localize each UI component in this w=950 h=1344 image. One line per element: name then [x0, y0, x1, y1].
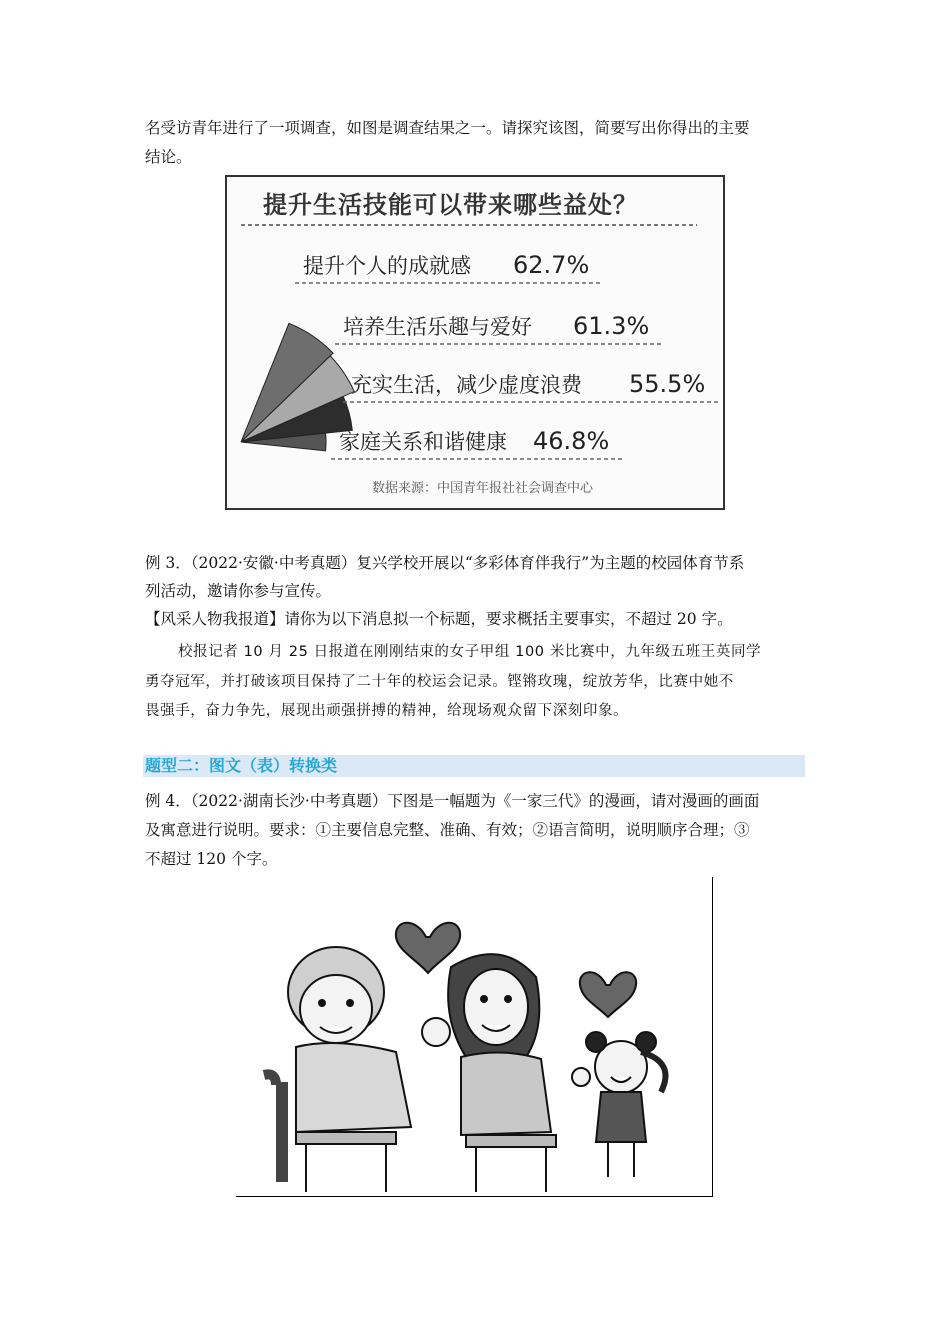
- heart-icon: [396, 923, 460, 973]
- value-label: 46.8%: [533, 427, 610, 455]
- section-title: 题型二：图文（表）转换类: [145, 756, 338, 775]
- heart-icon: [580, 972, 636, 1017]
- image-border-right: [712, 877, 713, 1197]
- grandmother-figure: [264, 947, 411, 1192]
- news-line-1: 校报记者 10 月 25 日报道在刚刚结束的女子甲组 100 米比赛中，九年级五班王英同学: [178, 644, 762, 660]
- category-label: 培养生活乐趣与爱好: [343, 315, 532, 339]
- chart-svg: [227, 177, 723, 508]
- mother-figure: [422, 954, 556, 1192]
- example4-line-1: 例 4．（2022·湖南长沙·中考真题）下图是一幅题为《一家三代》的漫画，请对漫画的画面: [145, 792, 760, 810]
- section-header: [143, 755, 805, 777]
- example4-line-2: 及寓意进行说明。要求：①主要信息完整、准确、有效；②语言简明，说明顺序合理；③: [145, 821, 750, 839]
- news-line-2: 勇夺冠军，并打破该项目保持了二十年的校运会记录。铿锵玫瑰，绽放芳华，比赛中她不: [145, 674, 734, 690]
- example4-line-3: 不超过 120 个字。: [145, 850, 278, 868]
- intro-line-1: 名受访青年进行了一项调查，如图是调查结果之一。请探究该图，简要写出你得出的主要: [145, 119, 750, 137]
- chart-source: 数据来源：中国青年报社社会调查中心: [372, 481, 594, 496]
- example3-line-3: 【风采人物我报道】请你为以下消息拟一个标题，要求概括主要事实，不超过 20 字。: [145, 610, 733, 628]
- example3-line-1: 例 3．（2022·安徽·中考真题）复兴学校开展以“多彩体育伴我行”为主题的校园体育节系: [145, 554, 745, 572]
- family-cartoon-image: [236, 877, 714, 1197]
- cartoon-svg: [236, 877, 714, 1197]
- value-label: 62.7%: [513, 251, 590, 279]
- image-border-bottom: [236, 1196, 713, 1197]
- news-line-3: 畏强手，奋力争先，展现出顽强拼搏的精神，给现场观众留下深刻印象。: [145, 703, 629, 719]
- intro-line-2: 结论。: [145, 148, 192, 166]
- category-label: 充实生活，减少虚度浪费: [351, 373, 582, 397]
- category-label: 家庭关系和谐健康: [339, 430, 507, 454]
- value-label: 55.5%: [629, 370, 706, 398]
- chart-title: 提升生活技能可以带来哪些益处？: [263, 191, 638, 219]
- child-figure: [572, 1032, 666, 1177]
- example3-line-2: 列活动，邀请你参与宣传。: [145, 582, 332, 600]
- survey-chart: [225, 175, 725, 510]
- category-label: 提升个人的成就感: [303, 254, 471, 278]
- value-label: 61.3%: [573, 312, 650, 340]
